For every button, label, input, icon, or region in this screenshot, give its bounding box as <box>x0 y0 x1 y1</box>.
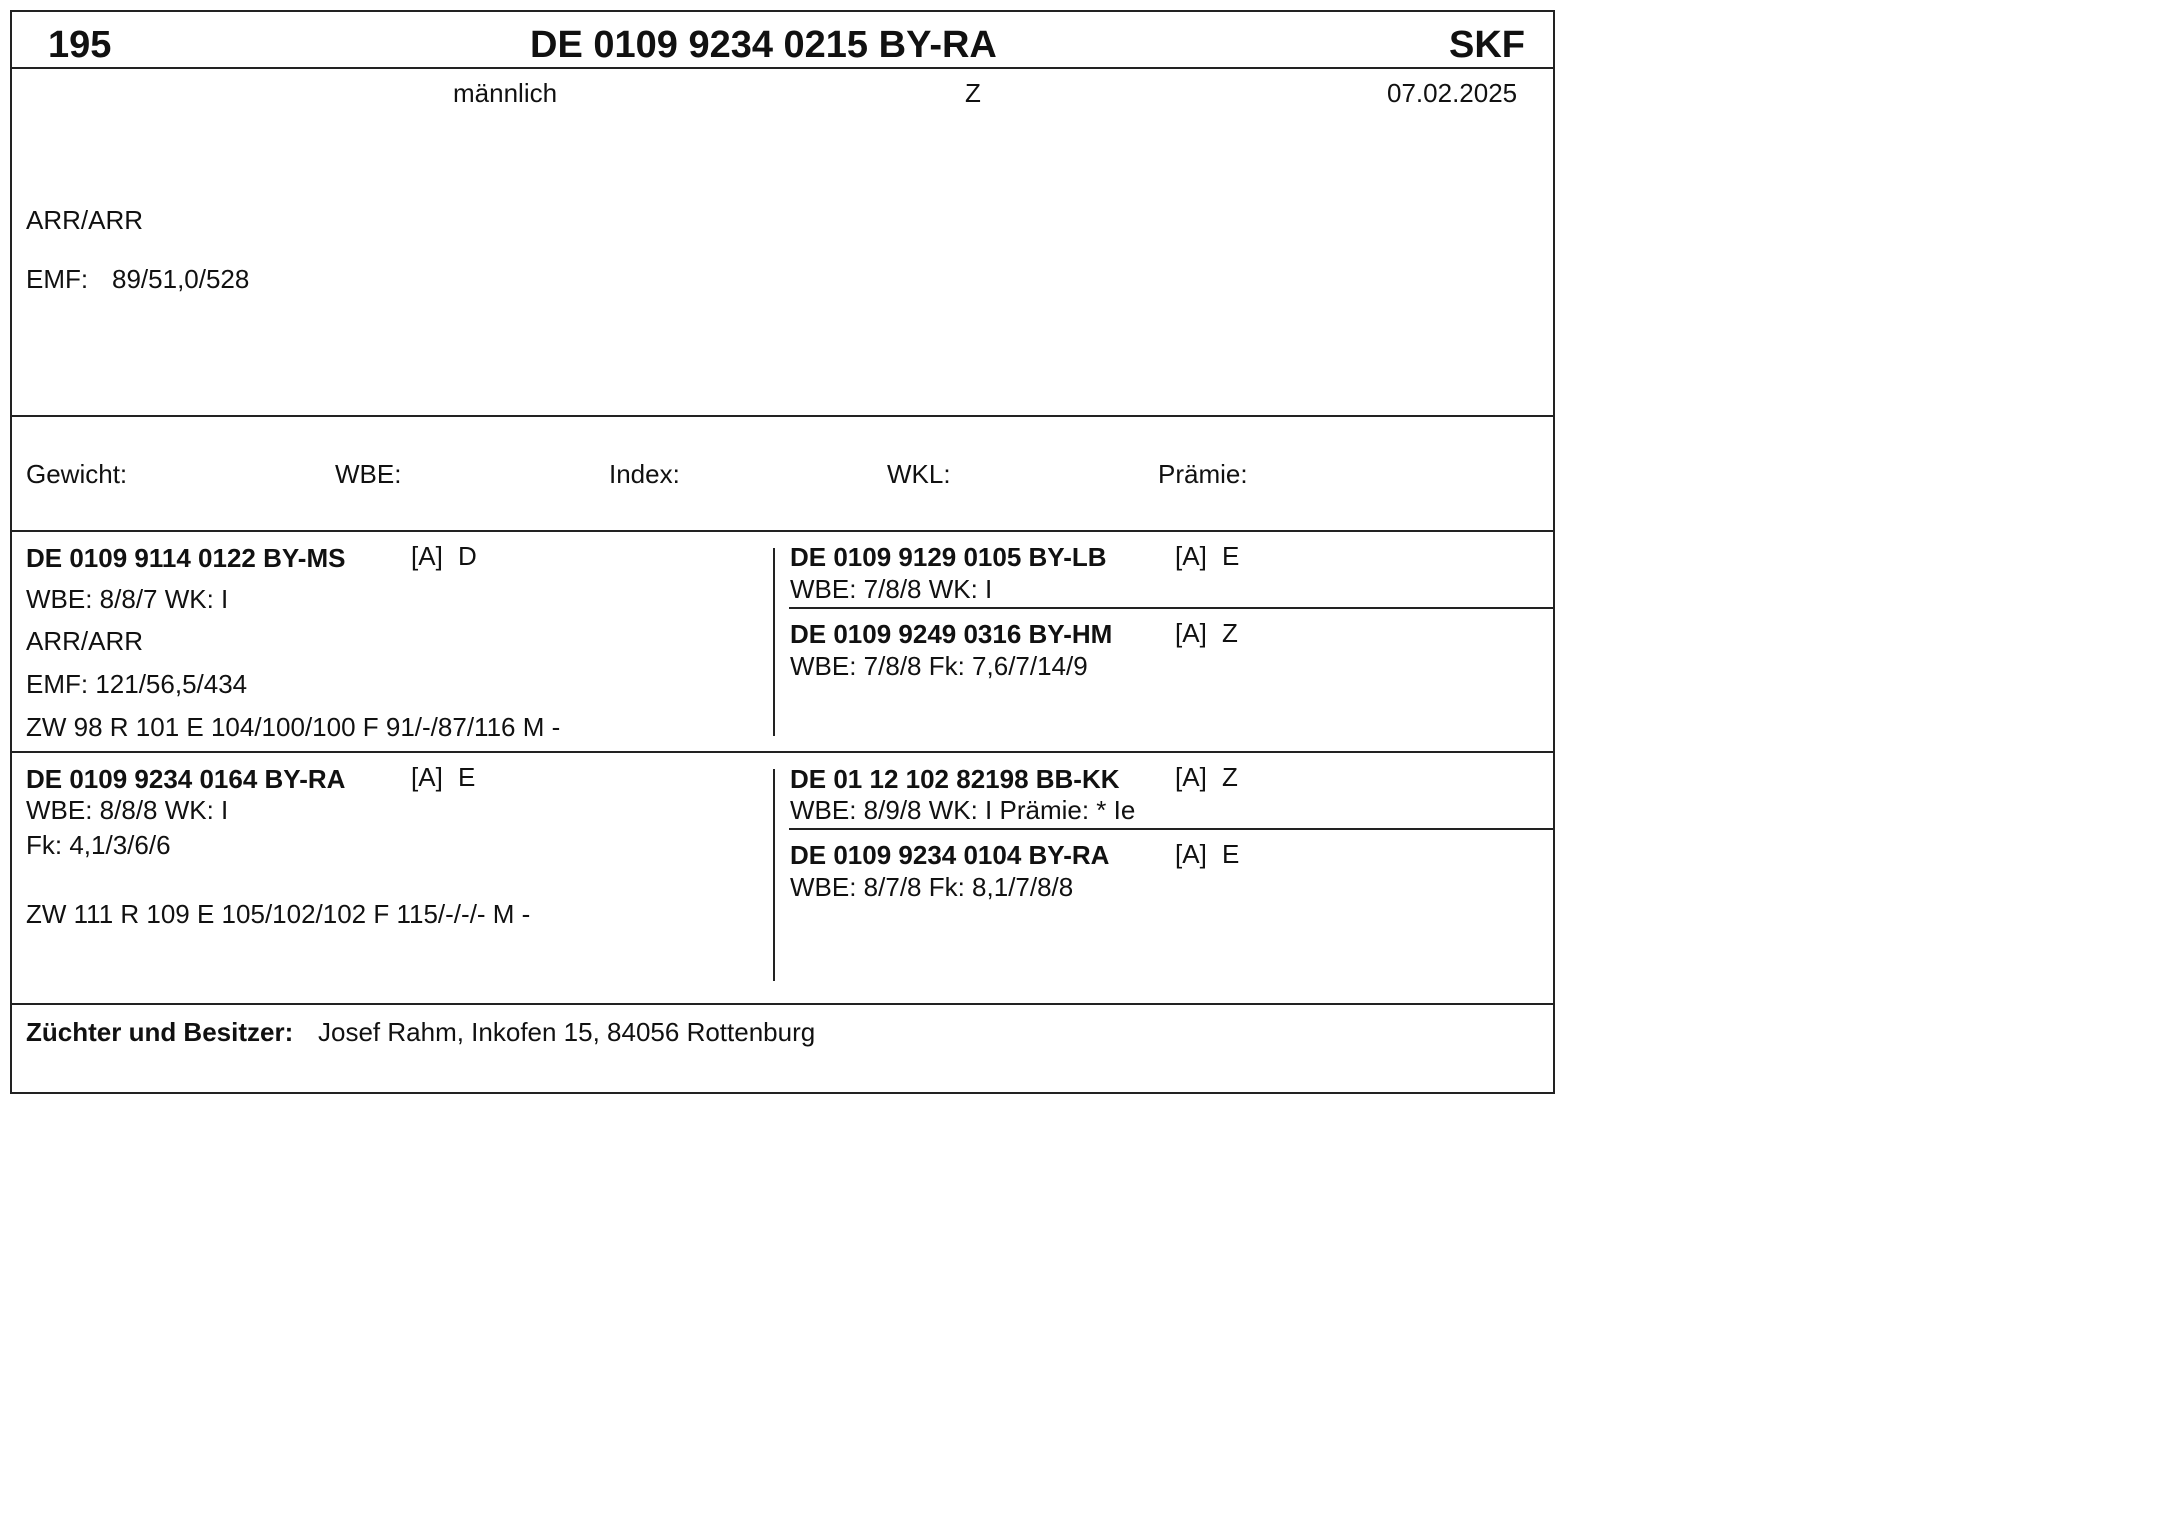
wbe-label: WBE: <box>335 459 402 489</box>
breeder-value: Josef Rahm, Inkofen 15, 84056 Rottenburg <box>318 1017 816 1047</box>
sire-genotype: ARR/ARR <box>26 626 144 656</box>
dam-sire-wbe: WBE: 8/9/8 WK: I Prämie: * Ie <box>790 795 1136 825</box>
sire-sire-grade: E <box>1222 541 1240 571</box>
grade: Z <box>965 78 981 108</box>
sire-parents-divider <box>789 607 1555 609</box>
date: 07.02.2025 <box>1387 78 1518 108</box>
breeder-label: Züchter und Besitzer: <box>26 1017 294 1047</box>
weight-label: Gewicht: <box>26 459 128 489</box>
pedigree-card <box>10 10 1555 1094</box>
dam-column-divider <box>773 769 775 981</box>
praemie-label: Prämie: <box>1158 459 1248 489</box>
header-divider <box>12 67 1553 69</box>
sire-dam-wbe: WBE: 7/8/8 Fk: 7,6/7/14/9 <box>790 651 1088 681</box>
ring-number: DE 0109 9234 0215 BY-RA <box>530 24 997 66</box>
dam-dam-grade: E <box>1222 839 1240 869</box>
sire-wbe: WBE: 8/8/7 WK: I <box>26 584 229 614</box>
dam-grade: E <box>458 762 476 792</box>
dam-dam-flag: [A] <box>1175 839 1207 869</box>
sire-dam-flag: [A] <box>1175 618 1207 648</box>
emf-value: 89/51,0/528 <box>112 264 250 294</box>
sire-sire-id: DE 0109 9129 0105 BY-LB <box>790 542 1107 572</box>
dam-sire-grade: Z <box>1222 762 1238 792</box>
dam-fk: Fk: 4,1/3/6/6 <box>26 830 171 860</box>
index-label: Index: <box>609 459 680 489</box>
color-code: SKF <box>1449 24 1525 66</box>
sire-sire-wbe: WBE: 7/8/8 WK: I <box>790 574 993 604</box>
sire-flag: [A] <box>411 541 443 571</box>
wkl-label: WKL: <box>887 459 951 489</box>
dam-flag: [A] <box>411 762 443 792</box>
genotype: ARR/ARR <box>26 205 144 235</box>
sire-dam-grade: Z <box>1222 618 1238 648</box>
emf-label: EMF: <box>26 264 89 294</box>
sire-emf: EMF: 121/56,5/434 <box>26 669 248 699</box>
dam-sire-flag: [A] <box>1175 762 1207 792</box>
dam-dam-wbe: WBE: 8/7/8 Fk: 8,1/7/8/8 <box>790 872 1074 902</box>
sire-column-divider <box>773 548 775 736</box>
sire-dam-id: DE 0109 9249 0316 BY-HM <box>790 619 1113 649</box>
dam-id: DE 0109 9234 0164 BY-RA <box>26 764 346 794</box>
sire-zw: ZW 98 R 101 E 104/100/100 F 91/-/87/116 M - <box>26 712 561 742</box>
dam-sire-id: DE 01 12 102 82198 BB-KK <box>790 764 1120 794</box>
footer-divider <box>12 1003 1553 1005</box>
dam-zw: ZW 111 R 109 E 105/102/102 F 115/-/-/- M - <box>26 899 531 929</box>
dam-dam-id: DE 0109 9234 0104 BY-RA <box>790 840 1110 870</box>
sire-dam-divider <box>12 751 1553 753</box>
catalog-number: 195 <box>48 24 112 66</box>
sex: männlich <box>453 78 558 108</box>
dam-parents-divider <box>789 828 1555 830</box>
dam-wbe: WBE: 8/8/8 WK: I <box>26 795 229 825</box>
sire-id: DE 0109 9114 0122 BY-MS <box>26 543 346 573</box>
info-divider <box>12 415 1553 417</box>
sire-grade: D <box>458 541 477 571</box>
sire-sire-flag: [A] <box>1175 541 1207 571</box>
scores-divider <box>12 530 1553 532</box>
